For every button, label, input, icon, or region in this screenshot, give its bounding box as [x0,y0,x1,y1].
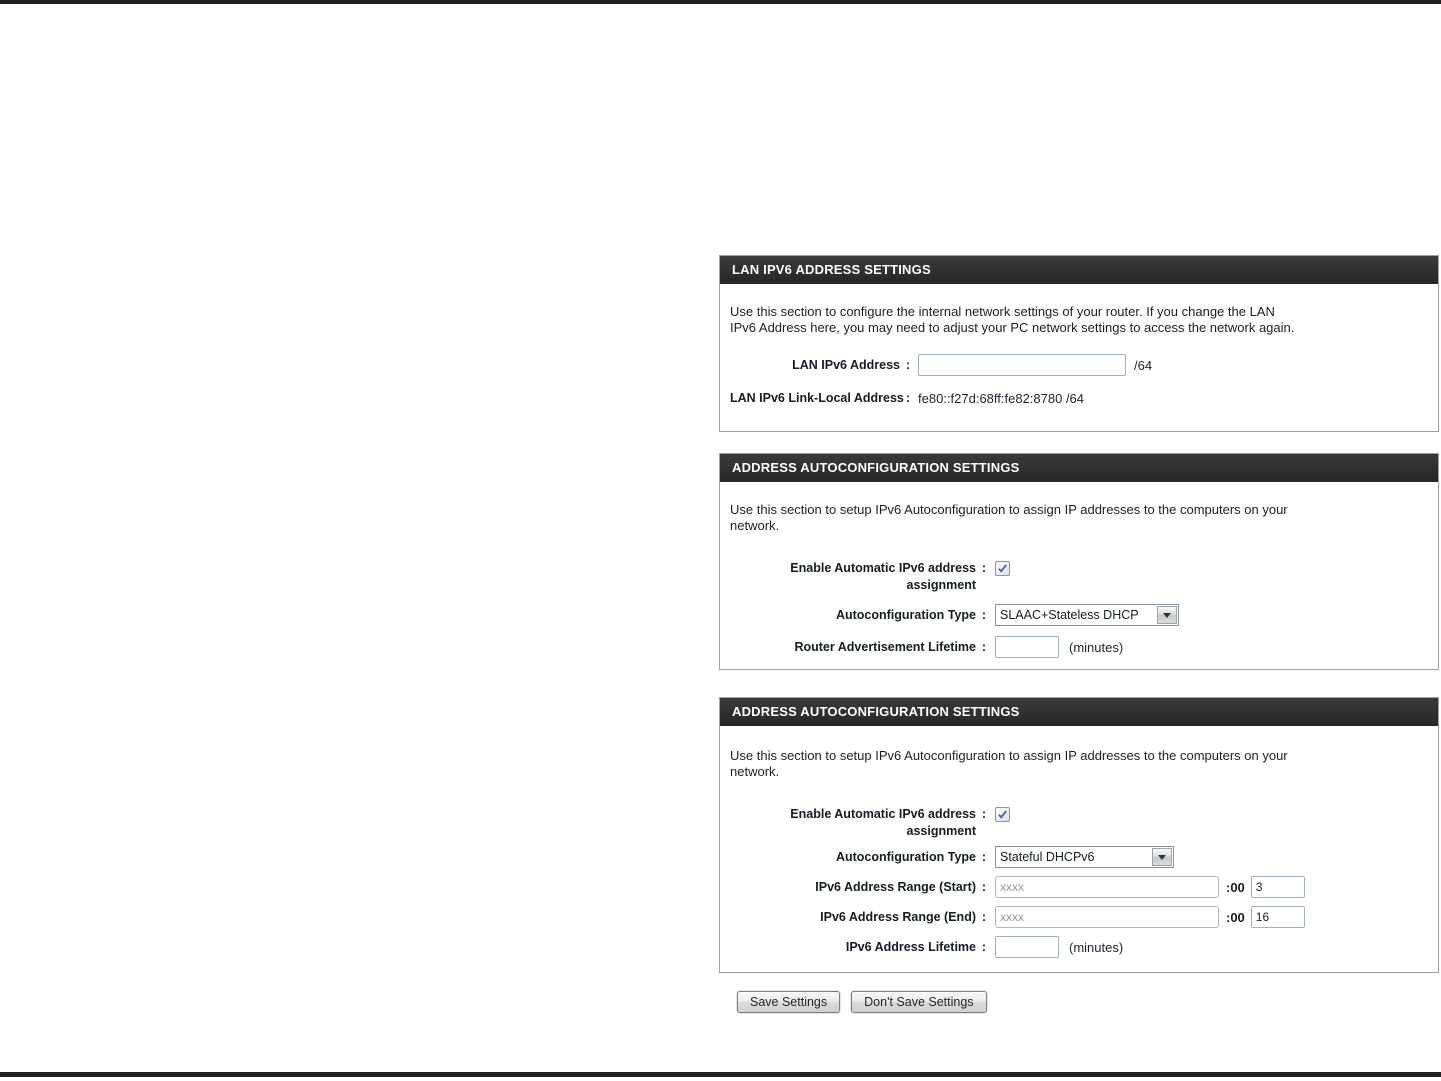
save-settings-button[interactable]: Save Settings [737,991,840,1013]
enable-auto-ipv6-label: Enable Automatic IPv6 address assignment [790,561,976,592]
link-local-address-label: LAN IPv6 Link-Local Address [730,391,904,405]
description-line: network. [730,764,780,779]
ipv6-range-start-host-input[interactable] [1251,876,1305,898]
label-colon: : [981,939,987,954]
ipv6-range-start-prefix-input[interactable] [995,876,1219,898]
ipv6-address-lifetime-row [730,936,1426,958]
enable-auto-ipv6-row [730,560,1426,594]
bottom-border-bar [0,1072,1441,1077]
router-advertisement-lifetime-input[interactable] [995,636,1059,658]
dropdown-button[interactable] [1152,848,1172,866]
minutes-suffix: (minutes) [1069,939,1124,955]
ipv6-range-end-row [730,906,1426,928]
autoconfiguration-type-row [730,604,1426,626]
dont-save-settings-button[interactable]: Don't Save Settings [851,991,986,1013]
description-line: Use this section to setup IPv6 Autoconfiguration to assign IP addresses to the computers on your [730,748,1288,763]
autoconfiguration-settings-panel-2 [719,697,1439,973]
autoconfiguration-settings-panel-1 [719,453,1439,670]
ipv6-range-start-row [730,876,1426,898]
lan-ipv6-settings-header: LAN IPV6 ADDRESS SETTINGS [720,256,1438,284]
description-line: Use this section to configure the internal network settings of your router. If you change the LAN [730,304,1275,319]
selected-autoconfiguration-type: Stateful DHCPv6 [1000,850,1095,864]
label-colon: : [905,357,911,372]
chevron-down-icon [1158,855,1166,860]
enable-auto-ipv6-checkbox[interactable] [995,561,1010,576]
description-line: Use this section to setup IPv6 Autoconfiguration to assign IP addresses to the computers on your [730,502,1288,517]
lan-ipv6-address-row [730,354,1426,376]
link-local-address-value: fe80::f27d:68ff:fe82:8780 /64 [918,390,1085,406]
autoconfiguration-type-label: Autoconfiguration Type [835,849,976,864]
lan-ipv6-address-input[interactable] [918,354,1126,376]
range-end-mid-text: :00 [1226,909,1245,925]
label-colon: : [981,849,987,864]
autoconfiguration-type-select[interactable] [995,604,1179,626]
router-advertisement-lifetime-row [730,636,1426,658]
enable-auto-ipv6-checkbox[interactable] [995,807,1010,822]
lan-ipv6-address-label: LAN IPv6 Address [792,357,900,372]
lan-ipv6-description [730,304,1426,336]
autoconfiguration-description [730,502,1426,534]
label-colon: : [981,879,987,894]
ipv6-range-start-label: IPv6 Address Range (Start) [815,879,976,894]
ipv6-range-end-label: IPv6 Address Range (End) [820,909,976,924]
lan-ipv6-settings-panel [719,255,1439,432]
label-colon: : [981,909,987,924]
check-icon [997,563,1008,574]
label-colon: : [981,607,987,622]
minutes-suffix: (minutes) [1069,639,1124,655]
ipv6-range-end-prefix-input[interactable] [995,906,1219,928]
label-colon: : [905,391,911,405]
prefix-length-suffix: /64 [1134,357,1153,373]
lan-ipv6-link-local-row [730,390,1426,407]
autoconfiguration-settings-header: ADDRESS AUTOCONFIGURATION SETTINGS [720,698,1438,726]
autoconfiguration-type-row [730,846,1426,868]
ipv6-range-end-host-input[interactable] [1251,906,1305,928]
label-colon: : [981,639,987,654]
ipv6-address-lifetime-input[interactable] [995,936,1059,958]
range-start-mid-text: :00 [1226,879,1245,895]
autoconfiguration-settings-header: ADDRESS AUTOCONFIGURATION SETTINGS [720,454,1438,482]
autoconfiguration-type-select[interactable] [995,846,1174,868]
ipv6-address-lifetime-label: IPv6 Address Lifetime [845,939,976,954]
enable-auto-ipv6-label: Enable Automatic IPv6 address assignment [790,807,976,838]
label-colon: : [981,807,987,821]
autoconfiguration-type-label: Autoconfiguration Type [835,607,976,622]
description-line: network. [730,518,780,533]
selected-autoconfiguration-type: SLAAC+Stateless DHCP [1000,608,1139,622]
chevron-down-icon [1163,613,1171,618]
dropdown-button[interactable] [1157,606,1177,624]
router-advertisement-lifetime-label: Router Advertisement Lifetime [794,639,976,654]
top-border-bar [0,0,1441,4]
autoconfiguration-description [730,748,1426,780]
label-colon: : [981,561,987,575]
check-icon [997,809,1008,820]
form-actions [737,991,987,1013]
enable-auto-ipv6-row [730,806,1426,840]
description-line: IPv6 Address here, you may need to adjust your PC network settings to access the network again. [730,320,1295,335]
